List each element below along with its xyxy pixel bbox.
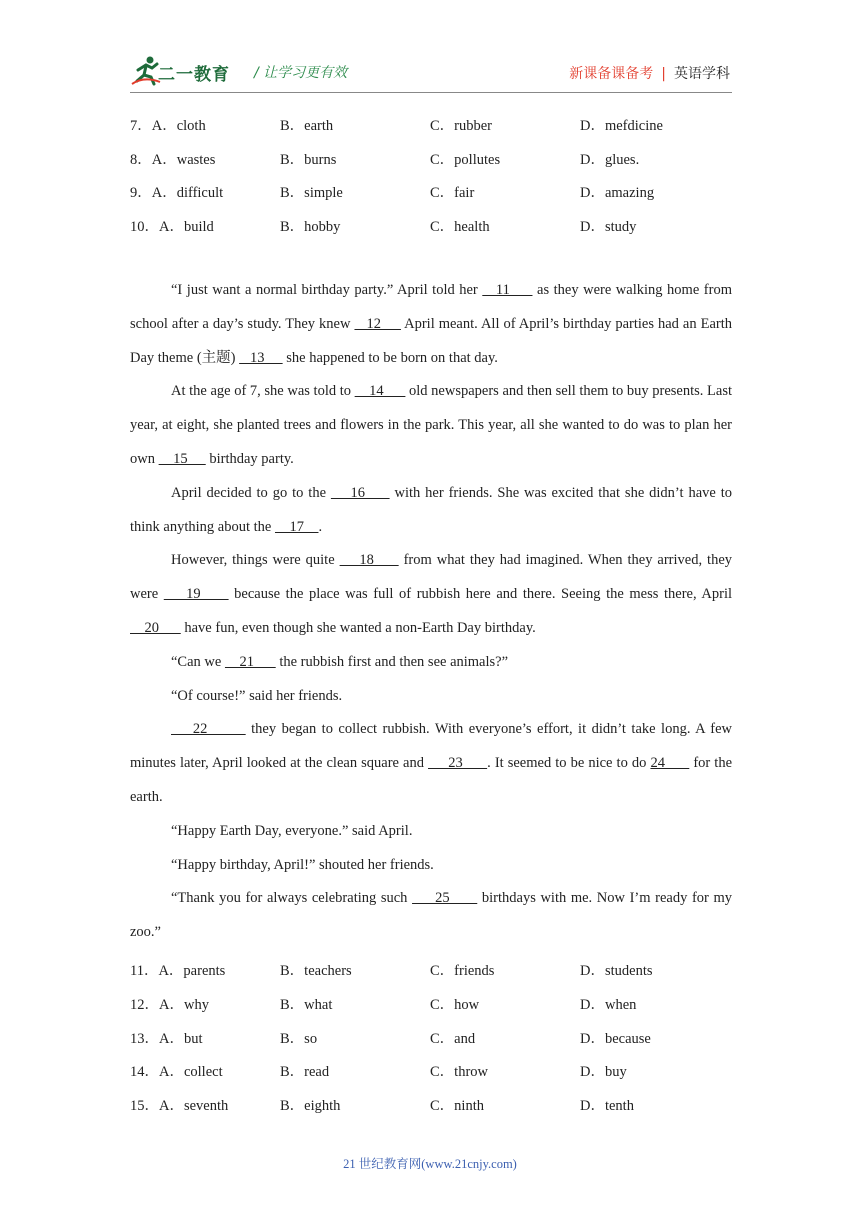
blank-23: 23 — [428, 755, 488, 772]
text: as they were walking home from school after a day’s study. They knew — [130, 282, 732, 332]
paragraph: “Of course!” said her friends. — [171, 687, 343, 704]
option-d: D．when — [580, 997, 637, 1013]
option-c: C．how — [430, 997, 480, 1013]
option-c: C．friends — [430, 963, 495, 979]
option-a: 12．A．why — [130, 997, 209, 1013]
option-b: B．so — [280, 1031, 318, 1047]
blank-13: 13 — [239, 349, 283, 366]
header-separator: | — [661, 66, 666, 82]
option-a: 8．A．wastes — [130, 152, 216, 168]
blank-19: 19 — [163, 586, 229, 603]
page-header — [130, 54, 730, 90]
option-row — [130, 1060, 732, 1082]
text: with her friends. She was excited that she didn’t have to think anything about the — [130, 484, 732, 535]
option-row — [130, 215, 732, 237]
option-a: 15．A．seventh — [130, 1098, 229, 1114]
header-slogan: / 让学习更有效 — [254, 65, 348, 81]
text: birthday party. — [205, 450, 294, 467]
text: she happened to be born on that day. — [282, 349, 498, 366]
blank-25: 25 — [412, 890, 478, 907]
option-d: D．mefdicine — [580, 118, 663, 134]
option-a: 7．A．cloth — [130, 118, 206, 134]
text: they began to collect rubbish. With everyone’s effort, it didn’t take long. A few minutes later, April looked at the clean square and — [130, 721, 732, 772]
header-subject-label: 英语学科 — [674, 66, 730, 82]
option-row — [130, 114, 732, 136]
blank-16: 16 — [330, 484, 390, 501]
text: April meant. All of April’s birthday parties had an Earth Day theme (主题) — [130, 315, 732, 366]
option-d: D．study — [580, 219, 637, 235]
text: have fun, even though she wanted a non-Earth Day birthday. — [180, 619, 536, 636]
text: . — [318, 518, 323, 535]
blank-21: 21 — [224, 653, 276, 670]
option-b: B．read — [280, 1064, 330, 1080]
option-b: B．eighth — [280, 1098, 341, 1114]
paragraph — [130, 274, 732, 375]
option-a: 13．A．but — [130, 1031, 203, 1047]
option-b: B．earth — [280, 118, 334, 134]
text: “I just want a normal birthday party.” April told her — [171, 282, 483, 298]
option-b: B．simple — [280, 185, 343, 201]
option-c: C．and — [430, 1031, 476, 1047]
option-row — [130, 959, 732, 981]
option-d: D．because — [580, 1031, 651, 1047]
paragraph — [130, 646, 732, 680]
paragraph: “Happy Earth Day, everyone.” said April. — [171, 822, 413, 839]
header-subject — [569, 63, 730, 83]
text: “Thank you for always celebrating such — [171, 890, 413, 907]
blank-12: 12 — [354, 315, 401, 332]
blank-24: 24 — [650, 755, 690, 772]
paragraph — [130, 544, 732, 645]
blank-14: 14 — [354, 383, 406, 400]
blank-18: 18 — [339, 552, 399, 569]
option-b: B．what — [280, 997, 333, 1013]
page-footer: 21 世纪教育网(www.21cnjy.com) — [343, 1157, 517, 1171]
option-a: 11．A．parents — [130, 963, 226, 979]
text: for the earth. — [130, 755, 733, 805]
option-row — [130, 148, 732, 170]
option-a: 9．A．difficult — [130, 185, 224, 201]
blank-20: 20 — [130, 619, 181, 636]
paragraph — [130, 882, 732, 950]
header-divider — [130, 92, 732, 93]
text: old newspapers and then sell them to buy presents. Last year, at eight, she planted trees and flowers in the park. This year, all she wanted to do was to plan her own — [130, 383, 732, 467]
option-c: C．health — [430, 219, 490, 235]
paragraph — [130, 477, 732, 545]
option-row — [130, 993, 732, 1015]
option-d: D．students — [580, 963, 653, 979]
paragraph: “Happy birthday, April!” shouted her friends. — [171, 856, 434, 873]
text: the rubbish first and then see animals?” — [275, 653, 509, 670]
option-c: C．ninth — [430, 1098, 484, 1114]
option-a: 10．A．build — [130, 219, 214, 235]
option-d: D．buy — [580, 1064, 627, 1080]
blank-15: 15 — [158, 450, 206, 467]
option-row — [130, 1027, 732, 1049]
option-a: 14．A．collect — [130, 1064, 223, 1080]
option-d: D．amazing — [580, 185, 655, 201]
blank-11: 11 — [482, 282, 533, 298]
passage — [130, 274, 732, 950]
option-c: C．throw — [430, 1064, 488, 1080]
text: from what they had imagined. When they arrived, they were — [130, 552, 733, 603]
paragraph — [130, 375, 732, 476]
logo-text: 二一教育 — [158, 65, 230, 85]
blank-17: 17 — [274, 518, 319, 535]
option-b: B．burns — [280, 152, 337, 168]
option-d: D．glues. — [580, 152, 640, 168]
option-c: C．fair — [430, 185, 475, 201]
logo — [130, 54, 242, 88]
option-b: B．hobby — [280, 219, 341, 235]
text: “Can we — [171, 653, 225, 670]
text: April decided to go to the — [171, 484, 331, 501]
option-c: C．pollutes — [430, 152, 501, 168]
header-course-label: 新课备课备考 — [569, 66, 654, 82]
option-d: D．tenth — [580, 1098, 634, 1114]
option-c: C．rubber — [430, 118, 493, 134]
option-b: B．teachers — [280, 963, 352, 979]
option-row — [130, 181, 732, 203]
text: However, things were quite — [171, 552, 340, 569]
text: birthdays with me. Now I’m ready for my zoo.” — [130, 890, 732, 941]
text: . It seemed to be nice to do — [487, 755, 651, 772]
text: because the place was full of rubbish here and there. Seeing the mess there, April — [228, 586, 733, 603]
option-row — [130, 1094, 732, 1116]
text: At the age of 7, she was told to — [171, 383, 355, 400]
paragraph — [130, 713, 732, 814]
blank-22: 22 — [171, 721, 246, 738]
